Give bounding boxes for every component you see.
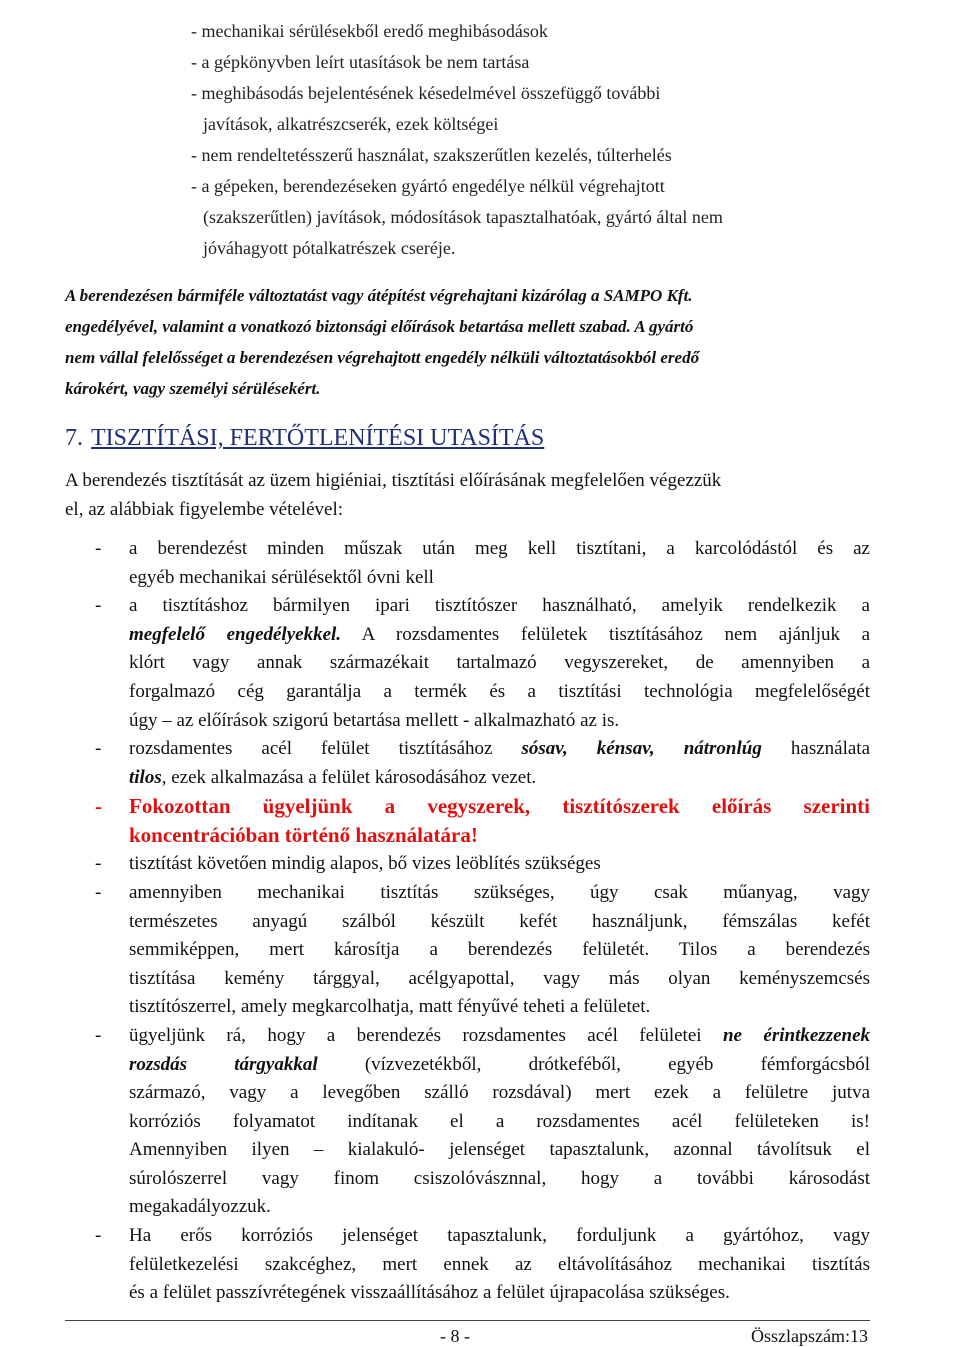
item-line: tisztítása kemény tárggyal, acélgyapottal, vagy más olyan keményszemcsés — [129, 967, 870, 989]
item-line: korróziós folyamatot indítanak el a rozsdamentes acél felületeken is! — [129, 1110, 870, 1132]
warranty-exclusion-list — [191, 16, 881, 264]
item-line: úgy – az előírások szigorú betartása mellett - alkalmazható az is. — [129, 709, 620, 731]
item-line — [129, 621, 870, 650]
list-item: - a gépkönyvben leírt utasítások be nem tartása — [191, 52, 530, 72]
item-line: tisztítást követően mindig alapos, bő vizes leöblítés szükséges — [129, 853, 601, 875]
cleaning-instructions-list — [65, 535, 870, 1308]
list-item — [65, 535, 870, 592]
modification-notice — [65, 280, 870, 404]
notice-line: engedélyével, valamint a vonatkozó biztonsági előírások betartása mellett szabad. A gyártó — [65, 317, 694, 336]
list-dash: - — [95, 738, 102, 760]
list-item — [65, 1022, 870, 1222]
list-dash: - — [95, 794, 102, 819]
list-item: - a gépeken, berendezéseken gyártó engedélye nélkül végrehajtott — [191, 176, 665, 196]
item-text: ügyeljünk rá, hogy a berendezés rozsdamentes acél felületei — [129, 1024, 723, 1046]
section-heading — [65, 421, 544, 455]
item-line: semmiképpen, mert károsítja a berendezés felületét. Tilos a berendezés — [129, 939, 870, 961]
section-title: TISZTÍTÁSI, FERTŐTLENÍTÉSI UTASÍTÁS — [91, 425, 545, 451]
list-item — [65, 879, 870, 1022]
item-line: Amennyiben ilyen – kialakuló- jelenséget tapasztalunk, azonnal távolítsuk el — [129, 1139, 870, 1161]
item-text: , ezek alkalmazása a felület károsodásához vezet. — [161, 766, 537, 788]
item-text: rozsdamentes acél felület tisztításához — [129, 738, 522, 760]
warning-line: koncentrációban történő használatára! — [129, 823, 478, 848]
item-line: súrolószerrel vagy finom csiszolóvásznnal, hogy a további károsodást — [129, 1167, 870, 1189]
list-dash: - — [95, 595, 102, 617]
item-line: amennyiben mechanikai tisztítás szükséges, úgy csak műanyag, vagy — [129, 881, 870, 903]
item-line: megakadályozzuk. — [129, 1196, 271, 1218]
notice-line: A berendezésen bármiféle változtatást vagy átépítést végrehajtani kizárólag a SAMPO Kft. — [65, 286, 693, 305]
notice-line: nem vállal felelősséget a berendezésen végrehajtott engedély nélküli változtatásokból eredő — [65, 348, 700, 367]
item-line: egyéb mechanikai sérülésektől óvni kell — [129, 566, 434, 588]
list-item-warning — [65, 792, 870, 850]
list-dash: - — [95, 881, 102, 903]
item-line — [129, 1022, 870, 1051]
item-line: természetes anyagú szálból készült kefét használjunk, fémszálas kefét — [129, 910, 870, 932]
emphasis-text: ne érintkezzenek — [722, 1024, 871, 1046]
list-dash: - — [95, 538, 102, 559]
item-line: klórt vagy annak származékait tartalmazó vegyszereket, de amennyiben a — [129, 652, 870, 674]
page-number: - 8 - — [440, 1326, 470, 1346]
warning-line: Fokozottan ügyeljünk a vegyszerek, tisztítószerek előírás szerinti — [129, 794, 870, 819]
item-line: származó, vagy a levegőben szálló rozsdával) mert ezek a felületre jutva — [129, 1082, 870, 1104]
item-text: használata — [761, 738, 870, 760]
intro-line: A berendezés tisztítását az üzem higiéniai, tisztítási előírásának megfelelően végezzük — [65, 470, 722, 491]
intro-paragraph — [65, 466, 870, 524]
item-line: a berendezést minden műszak után meg kell tisztítani, a karcolódástól és az — [129, 538, 870, 559]
list-item: - nem rendeltetésszerű használat, szakszerűtlen kezelés, túlterhelés — [191, 145, 672, 165]
item-line: forgalmazó cég garantálja a termék és a tisztítási technológia megfelelőségét — [129, 680, 870, 702]
item-text: (vízvezetékből, drótkeféből, egyéb fémforgácsból — [317, 1053, 870, 1075]
emphasis-text: megfelelő engedélyekkel. — [129, 623, 342, 645]
section-number: 7. — [65, 425, 83, 451]
list-item: - mechanikai sérülésekből eredő meghibásodások — [191, 21, 548, 41]
list-item-continuation: jóváhagyott pótalkatrészek cseréje. — [203, 238, 456, 258]
list-item-continuation: (szakszerűtlen) javítások, módosítások tapasztalhatóak, gyártó által nem — [203, 207, 723, 227]
notice-line: károkért, vagy személyi sérülésekért. — [65, 379, 321, 398]
item-line: a tisztításhoz bármilyen ipari tisztítószer használható, amelyik rendelkezik a — [129, 595, 870, 617]
list-item-continuation: javítások, alkatrészcserék, ezek költségei — [203, 114, 499, 134]
emphasis-text: sósav, kénsav, nátronlúg — [521, 738, 762, 760]
item-line: és a felület passzívrétegének visszaállításához a felület újrapacolása szükséges. — [129, 1282, 730, 1304]
item-line: Ha erős korróziós jelenséget tapasztalunk, forduljunk a gyártóhoz, vagy — [129, 1225, 870, 1247]
item-line — [129, 735, 870, 764]
list-item — [65, 850, 870, 879]
list-dash: - — [95, 853, 102, 875]
item-line — [129, 1051, 870, 1080]
list-item — [65, 1222, 870, 1308]
emphasis-text: tilos — [129, 766, 162, 788]
total-page-count: Összlapszám:13 — [751, 1326, 868, 1346]
emphasis-text: rozsdás tárgyakkal — [129, 1053, 318, 1075]
list-item — [65, 592, 870, 735]
item-line: felületkezelési szakcéghez, mert ennek az eltávolításához mechanikai tisztítás — [129, 1253, 870, 1275]
footer-divider — [65, 1320, 870, 1321]
item-text: A rozsdamentes felületek tisztításához nem ajánljuk a — [341, 623, 870, 645]
intro-line: el, az alábbiak figyelembe vételével: — [65, 499, 343, 520]
item-line: tisztítószerrel, amely megkarcolhatja, matt fényűvé teheti a felületet. — [129, 996, 651, 1018]
list-dash: - — [95, 1225, 102, 1247]
list-dash: - — [95, 1024, 102, 1046]
list-item — [65, 735, 870, 792]
list-item: - meghibásodás bejelentésének késedelmével összefüggő további — [191, 83, 661, 103]
item-line — [129, 764, 870, 793]
